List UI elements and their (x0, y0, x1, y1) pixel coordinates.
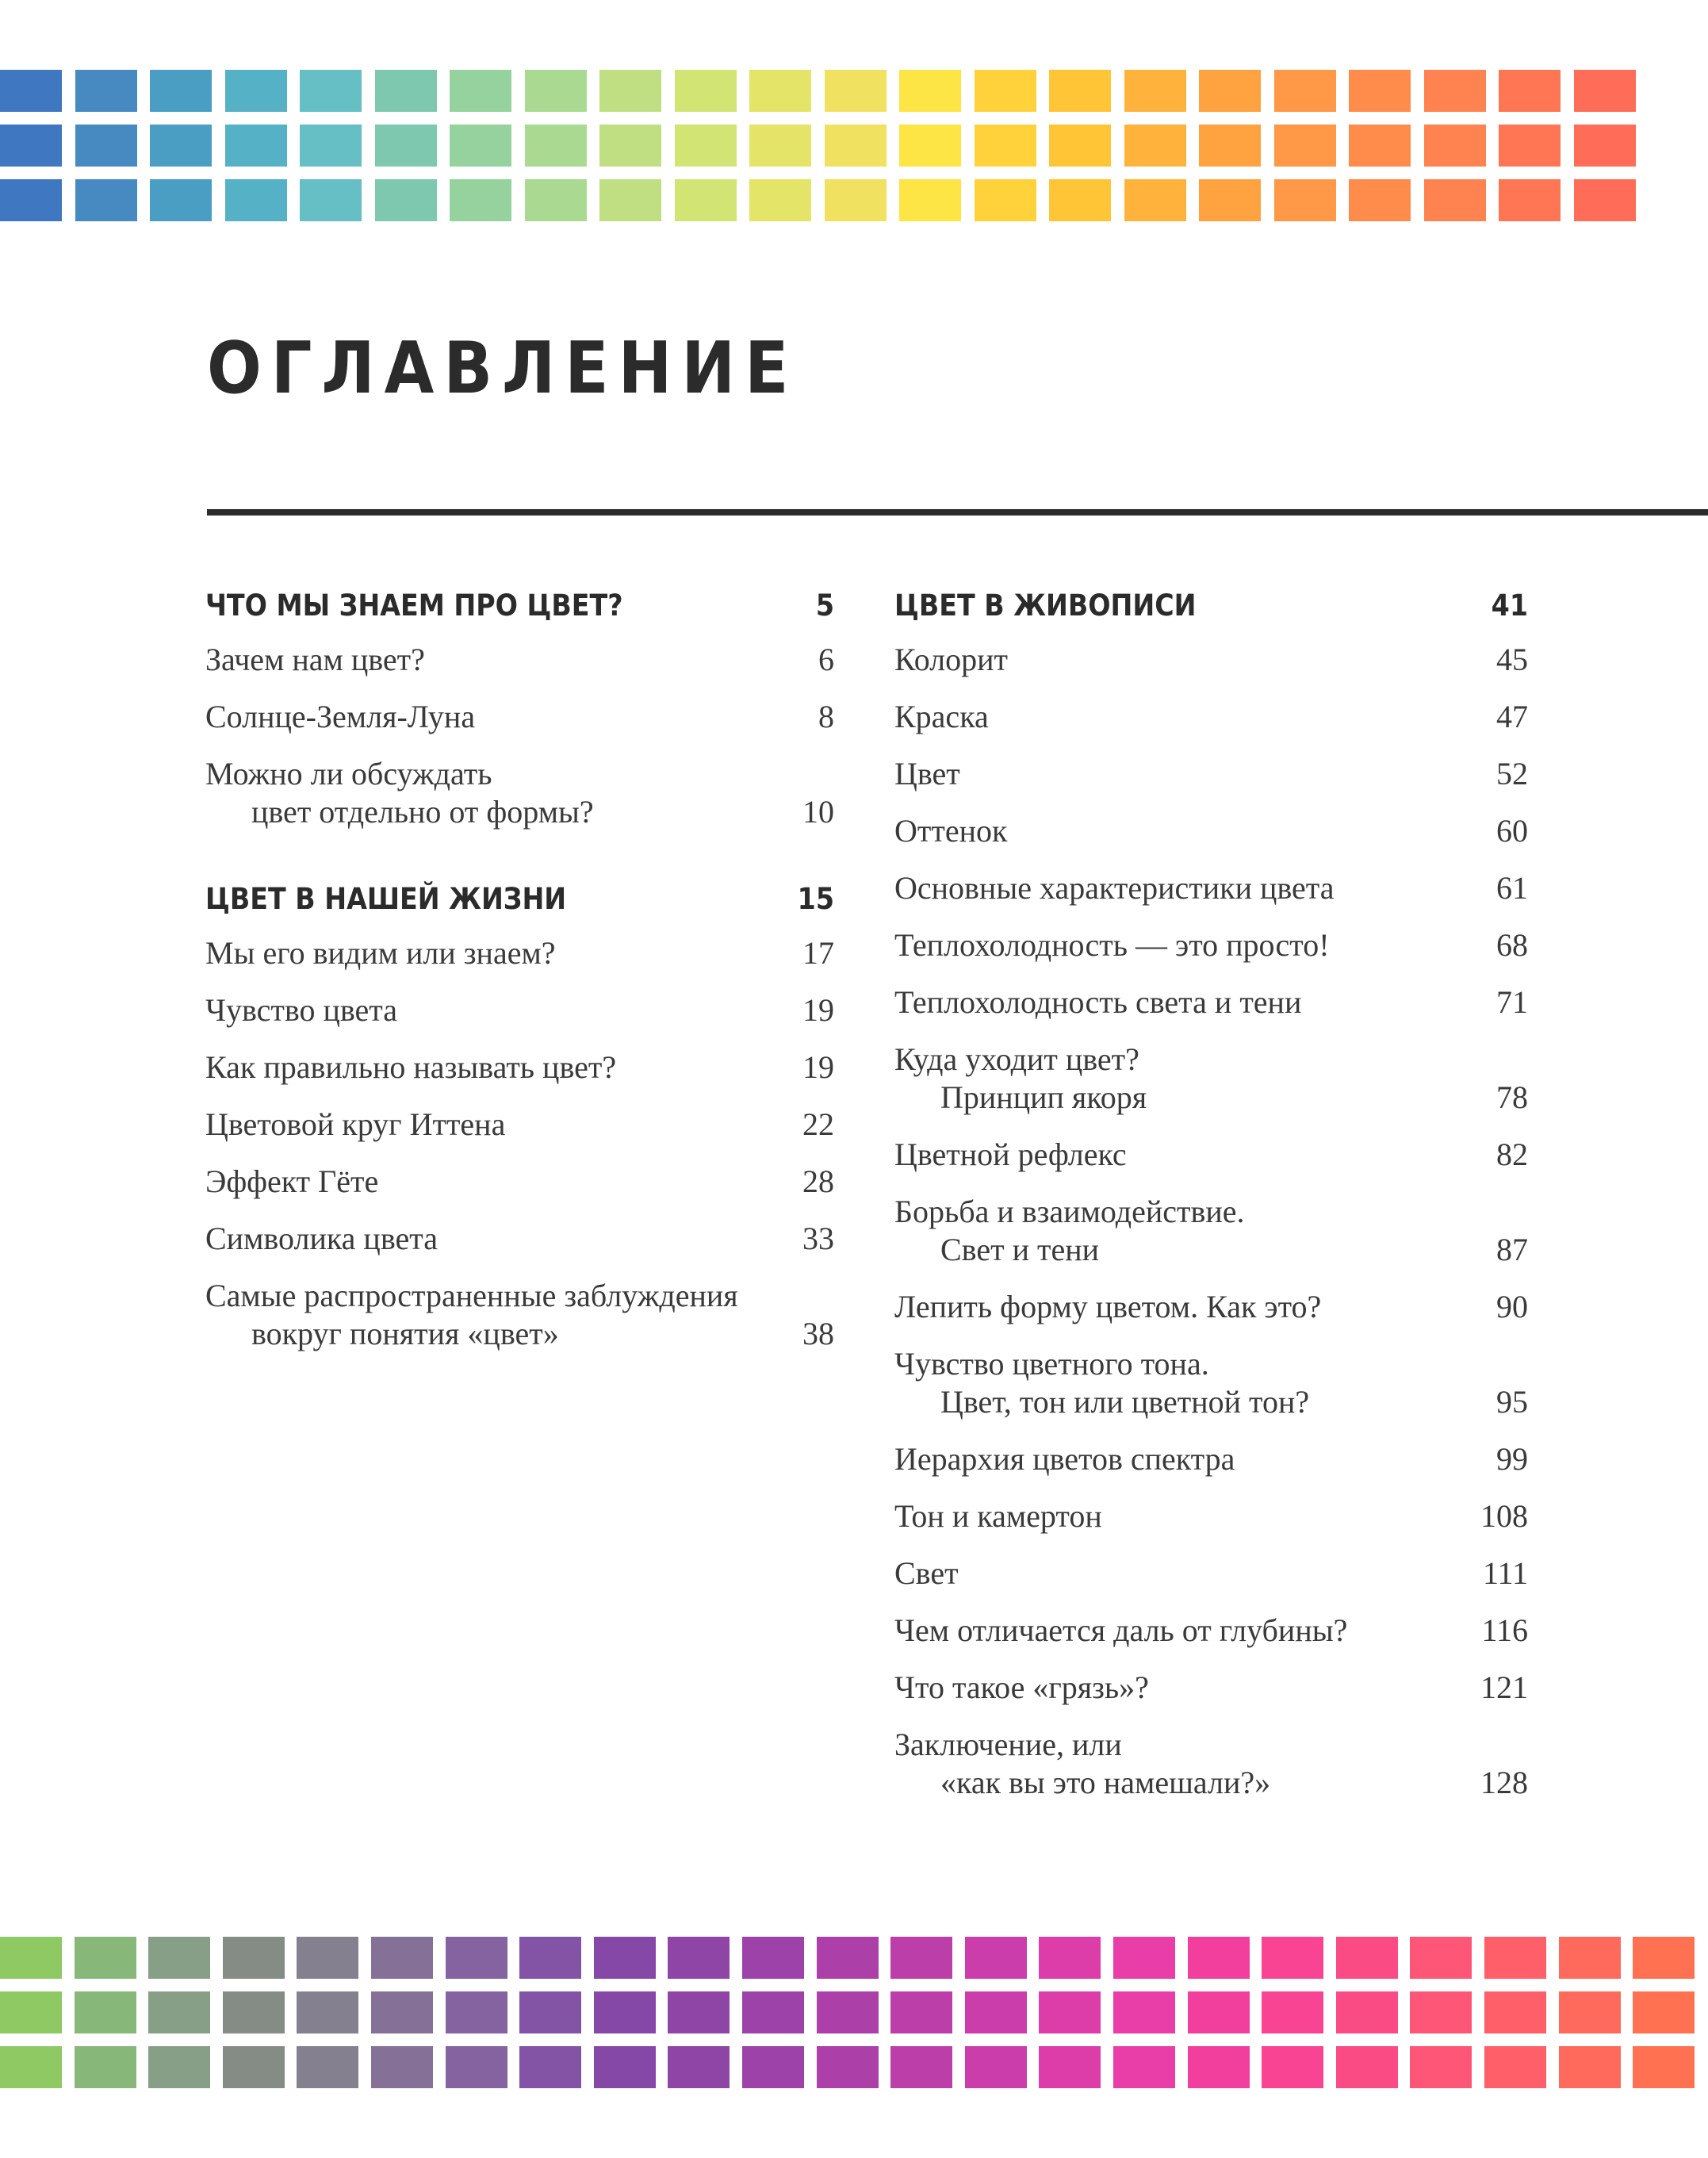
toc-page-number: 6 (818, 642, 834, 677)
toc-column-left (205, 587, 834, 1372)
toc-page-number: 28 (802, 1163, 834, 1199)
color-swatch (749, 179, 811, 221)
toc-entry (894, 1554, 1528, 1593)
toc-page-number: 82 (1496, 1136, 1528, 1172)
color-swatch (371, 2046, 433, 2088)
color-swatch (0, 2046, 62, 2088)
color-swatch (148, 1991, 210, 2033)
color-swatch (1188, 2046, 1250, 2088)
toc-page-number: 78 (1496, 1079, 1528, 1115)
color-swatch (668, 1991, 730, 2033)
color-swatch (223, 1991, 285, 2033)
toc-entry-title-line: Краска (894, 699, 989, 734)
toc-page-number: 60 (1496, 813, 1528, 849)
toc-entry-title (894, 1726, 1270, 1802)
toc-entry (205, 641, 834, 679)
color-swatch (148, 2046, 210, 2088)
toc-entry-title (894, 587, 1197, 625)
toc-entry (894, 698, 1528, 736)
toc-entry-title (894, 1669, 1149, 1707)
toc-entry-title (205, 880, 566, 918)
color-swatch (890, 2046, 952, 2088)
color-swatch (446, 2046, 507, 2088)
color-swatch (525, 70, 587, 112)
toc-page-number: 8 (818, 699, 834, 734)
color-swatch (1424, 70, 1486, 112)
color-swatch (1336, 2046, 1398, 2088)
color-swatch (899, 179, 961, 221)
color-swatch (75, 70, 137, 112)
color-swatch (0, 1937, 62, 1979)
color-swatch (1559, 1991, 1621, 2033)
color-swatch (742, 1991, 804, 2033)
toc-entry-title (205, 1106, 505, 1144)
color-swatch (1484, 2046, 1546, 2088)
toc-entry (894, 1345, 1528, 1421)
color-band-row (0, 70, 1708, 112)
toc-entry-title-line: Борьба и взаимодействие. (894, 1194, 1245, 1229)
color-band-row (0, 2046, 1708, 2088)
toc-page-number: 17 (802, 935, 834, 971)
toc-entry-title-line: Чувство цветного тона. (894, 1346, 1209, 1382)
color-swatch (1349, 70, 1411, 112)
toc-page-number: 15 (797, 882, 834, 916)
color-swatch (75, 179, 137, 221)
toc-entry-title-line: Оттенок (894, 813, 1008, 849)
toc-entry-title-line: вокруг понятия «цвет» (251, 1316, 559, 1351)
color-swatch (225, 125, 287, 167)
color-swatch (1574, 70, 1636, 112)
toc-entry-title-line: Солнце-Земля-Луна (205, 699, 476, 734)
toc-entry-title-line: Эффект Гёте (205, 1163, 379, 1199)
toc-entry-title (205, 1277, 738, 1353)
toc-entry-title-line: Колорит (894, 642, 1009, 677)
color-swatch (1113, 2046, 1175, 2088)
page-title: ОГЛАВЛЕНИЕ (207, 327, 798, 410)
title-divider (207, 509, 1708, 516)
color-swatch (1424, 125, 1486, 167)
toc-page-number: 111 (1482, 1555, 1528, 1591)
color-swatch (375, 125, 437, 167)
color-swatch (1499, 179, 1561, 221)
toc-entry-title-line: ЦВЕТ В ЖИВОПИСИ (894, 588, 1197, 623)
color-swatch (899, 70, 961, 112)
toc-entry-title-line: Что такое «грязь»? (894, 1669, 1149, 1705)
toc-entry-title-line: «как вы это намешали?» (940, 1765, 1271, 1800)
toc-entry-title-line: Самые распространенные заблуждения (205, 1278, 738, 1313)
toc-entry (894, 1497, 1528, 1535)
toc-entry-title (205, 991, 397, 1029)
toc-entry-title (894, 926, 1330, 964)
toc-entry-title (205, 698, 475, 736)
toc-section-heading (205, 880, 834, 918)
color-swatch (817, 2046, 879, 2088)
color-swatch (446, 1937, 507, 1979)
color-band-row (0, 179, 1708, 221)
toc-entry-title-line: Цветной рефлекс (894, 1136, 1127, 1172)
toc-page-number: 95 (1496, 1384, 1528, 1420)
color-swatch (1336, 1937, 1398, 1979)
toc-page-number: 90 (1496, 1289, 1528, 1324)
color-swatch (375, 70, 437, 112)
color-swatch (1410, 2046, 1472, 2088)
color-swatch (300, 125, 362, 167)
toc-page-number: 45 (1496, 642, 1528, 677)
toc-page-number: 19 (802, 1049, 834, 1085)
color-swatch (1484, 1991, 1546, 2033)
toc-entry-title (894, 1193, 1245, 1269)
color-swatch (1262, 1937, 1323, 1979)
toc-entry-title-line: Цвет (894, 756, 960, 792)
color-swatch (890, 1991, 952, 2033)
color-swatch (75, 125, 137, 167)
toc-page-number: 33 (802, 1221, 834, 1256)
color-swatch (525, 125, 587, 167)
color-swatch (817, 1937, 879, 1979)
color-swatch (0, 70, 62, 112)
toc-page-number: 121 (1480, 1669, 1528, 1705)
toc-entry-title-line: Можно ли обсуждать (205, 756, 492, 792)
toc-entry-title-line: Куда уходит цвет? (894, 1041, 1139, 1077)
toc-entry (894, 641, 1528, 679)
color-swatch (150, 125, 212, 167)
color-swatch (675, 125, 737, 167)
toc-entry-title-line: Чувство цвета (205, 992, 398, 1028)
toc-entry-title (894, 1136, 1127, 1174)
color-swatch (965, 1937, 1027, 1979)
toc-page-number: 61 (1496, 870, 1528, 906)
toc-entry-title (894, 983, 1301, 1022)
color-band-row (0, 125, 1708, 167)
color-swatch (825, 125, 887, 167)
toc-page-number: 128 (1480, 1765, 1528, 1800)
color-band-row (0, 1937, 1708, 1979)
toc-entry-title (894, 755, 960, 793)
color-swatch (668, 1937, 730, 1979)
toc-entry-title-line: Мы его видим или знаем? (205, 935, 556, 971)
color-swatch (1262, 1991, 1323, 2033)
toc-page-number: 68 (1496, 927, 1528, 963)
color-swatch (594, 1991, 656, 2033)
color-swatch (749, 70, 811, 112)
color-swatch (1039, 2046, 1101, 2088)
color-swatch (1049, 125, 1111, 167)
color-swatch (450, 70, 511, 112)
color-swatch (1039, 1991, 1101, 2033)
color-swatch (599, 70, 661, 112)
toc-page-number: 47 (1496, 699, 1528, 734)
toc-entry-title-line: Символика цвета (205, 1221, 438, 1256)
color-swatch (519, 1937, 581, 1979)
color-swatch (1484, 1937, 1546, 1979)
color-swatch (899, 125, 961, 167)
color-swatch (297, 1991, 358, 2033)
toc-entry-title (205, 587, 623, 625)
color-swatch (1049, 179, 1111, 221)
color-swatch (0, 125, 62, 167)
toc-page-number: 22 (802, 1106, 834, 1142)
toc-page-number: 38 (802, 1316, 834, 1351)
color-swatch (1349, 125, 1411, 167)
toc-entry (205, 934, 834, 972)
toc-entry-title-line: Принцип якоря (940, 1079, 1147, 1115)
toc-entry (894, 983, 1528, 1022)
color-swatch (1410, 1937, 1472, 1979)
color-swatch (300, 70, 362, 112)
toc-entry (205, 1220, 834, 1258)
color-swatch (1633, 1937, 1695, 1979)
color-swatch (0, 179, 62, 221)
toc-entry-title-line: Цвет, тон или цветной тон? (940, 1384, 1310, 1420)
toc-entry (205, 1106, 834, 1144)
toc-entry-title-line: Свет и тени (940, 1232, 1100, 1267)
color-swatch (519, 2046, 581, 2088)
color-swatch (1349, 179, 1411, 221)
color-swatch (890, 1937, 952, 1979)
toc-entry-title (894, 1612, 1347, 1650)
toc-entry (205, 755, 834, 831)
toc-entry (894, 1288, 1528, 1326)
color-swatch (371, 1991, 433, 2033)
toc-entry-title (894, 1497, 1102, 1535)
color-swatch (742, 1937, 804, 1979)
toc-entry (894, 1041, 1528, 1117)
color-swatch (75, 1991, 136, 2033)
color-swatch (1262, 2046, 1323, 2088)
toc-entry-title-line: цвет отдельно от формы? (251, 794, 594, 830)
color-swatch (1499, 125, 1561, 167)
toc-entry (894, 1193, 1528, 1269)
toc-entry-title (205, 1220, 438, 1258)
toc-entry (205, 698, 834, 736)
toc-entry-title (205, 934, 556, 972)
color-swatch (1424, 179, 1486, 221)
color-swatch (297, 2046, 358, 2088)
toc-entry-title-line: Свет (894, 1555, 959, 1591)
color-swatch (450, 179, 511, 221)
toc-entry-title-line: ЦВЕТ В НАШЕЙ ЖИЗНИ (205, 882, 567, 916)
toc-entry-title (894, 1041, 1147, 1117)
color-swatch (0, 1991, 62, 2033)
toc-entry-title (894, 698, 989, 736)
toc-entry (894, 1440, 1528, 1478)
toc-entry-title (894, 869, 1335, 907)
color-swatch (742, 2046, 804, 2088)
toc-entry-title-line: Тон и камертон (894, 1498, 1102, 1534)
color-swatch (1188, 1937, 1250, 1979)
color-swatch (1574, 179, 1636, 221)
color-swatch (300, 179, 362, 221)
color-swatch (1274, 70, 1336, 112)
toc-entry (205, 991, 834, 1029)
color-swatch (525, 179, 587, 221)
color-swatch (1559, 1937, 1621, 1979)
toc-entry-title-line: Основные характеристики цвета (894, 870, 1335, 906)
color-swatch (594, 1937, 656, 1979)
color-swatch (375, 179, 437, 221)
toc-entry-title (205, 641, 425, 679)
toc-entry-title-line: Лепить форму цветом. Как это? (894, 1289, 1322, 1324)
color-swatch (599, 179, 661, 221)
toc-page-number: 71 (1496, 984, 1528, 1020)
color-swatch (223, 2046, 285, 2088)
color-swatch (225, 179, 287, 221)
toc-entry-title-line: ЧТО МЫ ЗНАЕМ ПРО ЦВЕТ? (205, 588, 623, 623)
toc-page-number: 108 (1480, 1498, 1528, 1534)
color-swatch (225, 70, 287, 112)
toc-entry-title (894, 641, 1008, 679)
color-swatch (1574, 125, 1636, 167)
color-swatch (450, 125, 511, 167)
color-swatch (975, 70, 1036, 112)
toc-entry (894, 812, 1528, 850)
toc-entry (894, 755, 1528, 793)
toc-entry (894, 1669, 1528, 1707)
toc-page-number: 99 (1496, 1441, 1528, 1477)
toc-page-number: 10 (802, 794, 834, 830)
color-swatch (965, 1991, 1027, 2033)
color-swatch (1124, 179, 1186, 221)
color-swatch (975, 179, 1036, 221)
color-swatch (1199, 179, 1261, 221)
color-swatch (1559, 2046, 1621, 2088)
color-swatch (1336, 1991, 1398, 2033)
color-swatch (1199, 70, 1261, 112)
toc-column-right (894, 587, 1528, 1821)
toc-entry-title (894, 812, 1007, 850)
color-swatch (1499, 70, 1561, 112)
color-swatch (817, 1991, 879, 2033)
toc-entry-title-line: Цветовой круг Иттена (205, 1106, 506, 1142)
toc-entry-title (894, 1440, 1235, 1478)
color-swatch (1039, 1937, 1101, 1979)
color-swatch (825, 70, 887, 112)
toc-entry-title (894, 1554, 959, 1593)
toc-entry-title-line: Заключение, или (894, 1727, 1122, 1762)
color-swatch (594, 2046, 656, 2088)
bottom-color-band (0, 1937, 1708, 2101)
toc-entry (205, 1163, 834, 1201)
toc-entry-title-line: Теплохолодность — это просто! (894, 927, 1330, 963)
color-swatch (1113, 1937, 1175, 1979)
color-swatch (675, 70, 737, 112)
color-swatch (1633, 2046, 1695, 2088)
toc-entry-title (205, 755, 594, 831)
toc-entry-title-line: Как правильно называть цвет? (205, 1049, 617, 1085)
color-swatch (1188, 1991, 1250, 2033)
toc-entry-title (205, 1163, 378, 1201)
color-swatch (1124, 125, 1186, 167)
color-swatch (965, 2046, 1027, 2088)
toc-page-number: 19 (802, 992, 834, 1028)
toc-entry (894, 1612, 1528, 1650)
color-swatch (675, 179, 737, 221)
toc-section-heading (205, 587, 834, 625)
color-swatch (371, 1937, 433, 1979)
color-swatch (1274, 125, 1336, 167)
toc-entry-title-line: Чем отличается даль от глубины? (894, 1612, 1348, 1648)
toc-entry (894, 869, 1528, 907)
toc-entry (894, 926, 1528, 964)
toc-section-heading (894, 587, 1528, 625)
toc-entry (205, 1048, 834, 1087)
toc-page-number: 87 (1496, 1232, 1528, 1267)
color-swatch (297, 1937, 358, 1979)
color-swatch (519, 1991, 581, 2033)
color-swatch (668, 2046, 730, 2088)
toc-entry-title-line: Иерархия цветов спектра (894, 1441, 1235, 1477)
color-swatch (75, 1937, 136, 1979)
top-color-band (0, 70, 1708, 234)
color-swatch (150, 70, 212, 112)
toc-page-number: 41 (1491, 588, 1528, 623)
toc-entry (894, 1726, 1528, 1802)
toc-page-number: 52 (1496, 756, 1528, 792)
toc-entry-title-line: Теплохолодность света и тени (894, 984, 1302, 1020)
toc-entry-title (894, 1345, 1309, 1421)
color-swatch (1274, 179, 1336, 221)
toc-entry (205, 1277, 834, 1353)
color-swatch (975, 125, 1036, 167)
color-swatch (1049, 70, 1111, 112)
color-swatch (599, 125, 661, 167)
color-swatch (749, 125, 811, 167)
toc-entry-title (205, 1048, 616, 1087)
color-swatch (1113, 1991, 1175, 2033)
color-swatch (1410, 1991, 1472, 2033)
toc-page-number: 116 (1481, 1612, 1528, 1648)
color-swatch (446, 1991, 507, 2033)
color-swatch (1633, 1991, 1695, 2033)
color-band-row (0, 1991, 1708, 2033)
toc-entry-title-line: Зачем нам цвет? (205, 642, 425, 677)
color-swatch (1124, 70, 1186, 112)
color-swatch (825, 179, 887, 221)
color-swatch (1199, 125, 1261, 167)
toc-entry-title (894, 1288, 1321, 1326)
color-swatch (148, 1937, 210, 1979)
color-swatch (150, 179, 212, 221)
toc-entry (894, 1136, 1528, 1174)
toc-page-number: 5 (815, 588, 834, 623)
color-swatch (223, 1937, 285, 1979)
color-swatch (75, 2046, 136, 2088)
